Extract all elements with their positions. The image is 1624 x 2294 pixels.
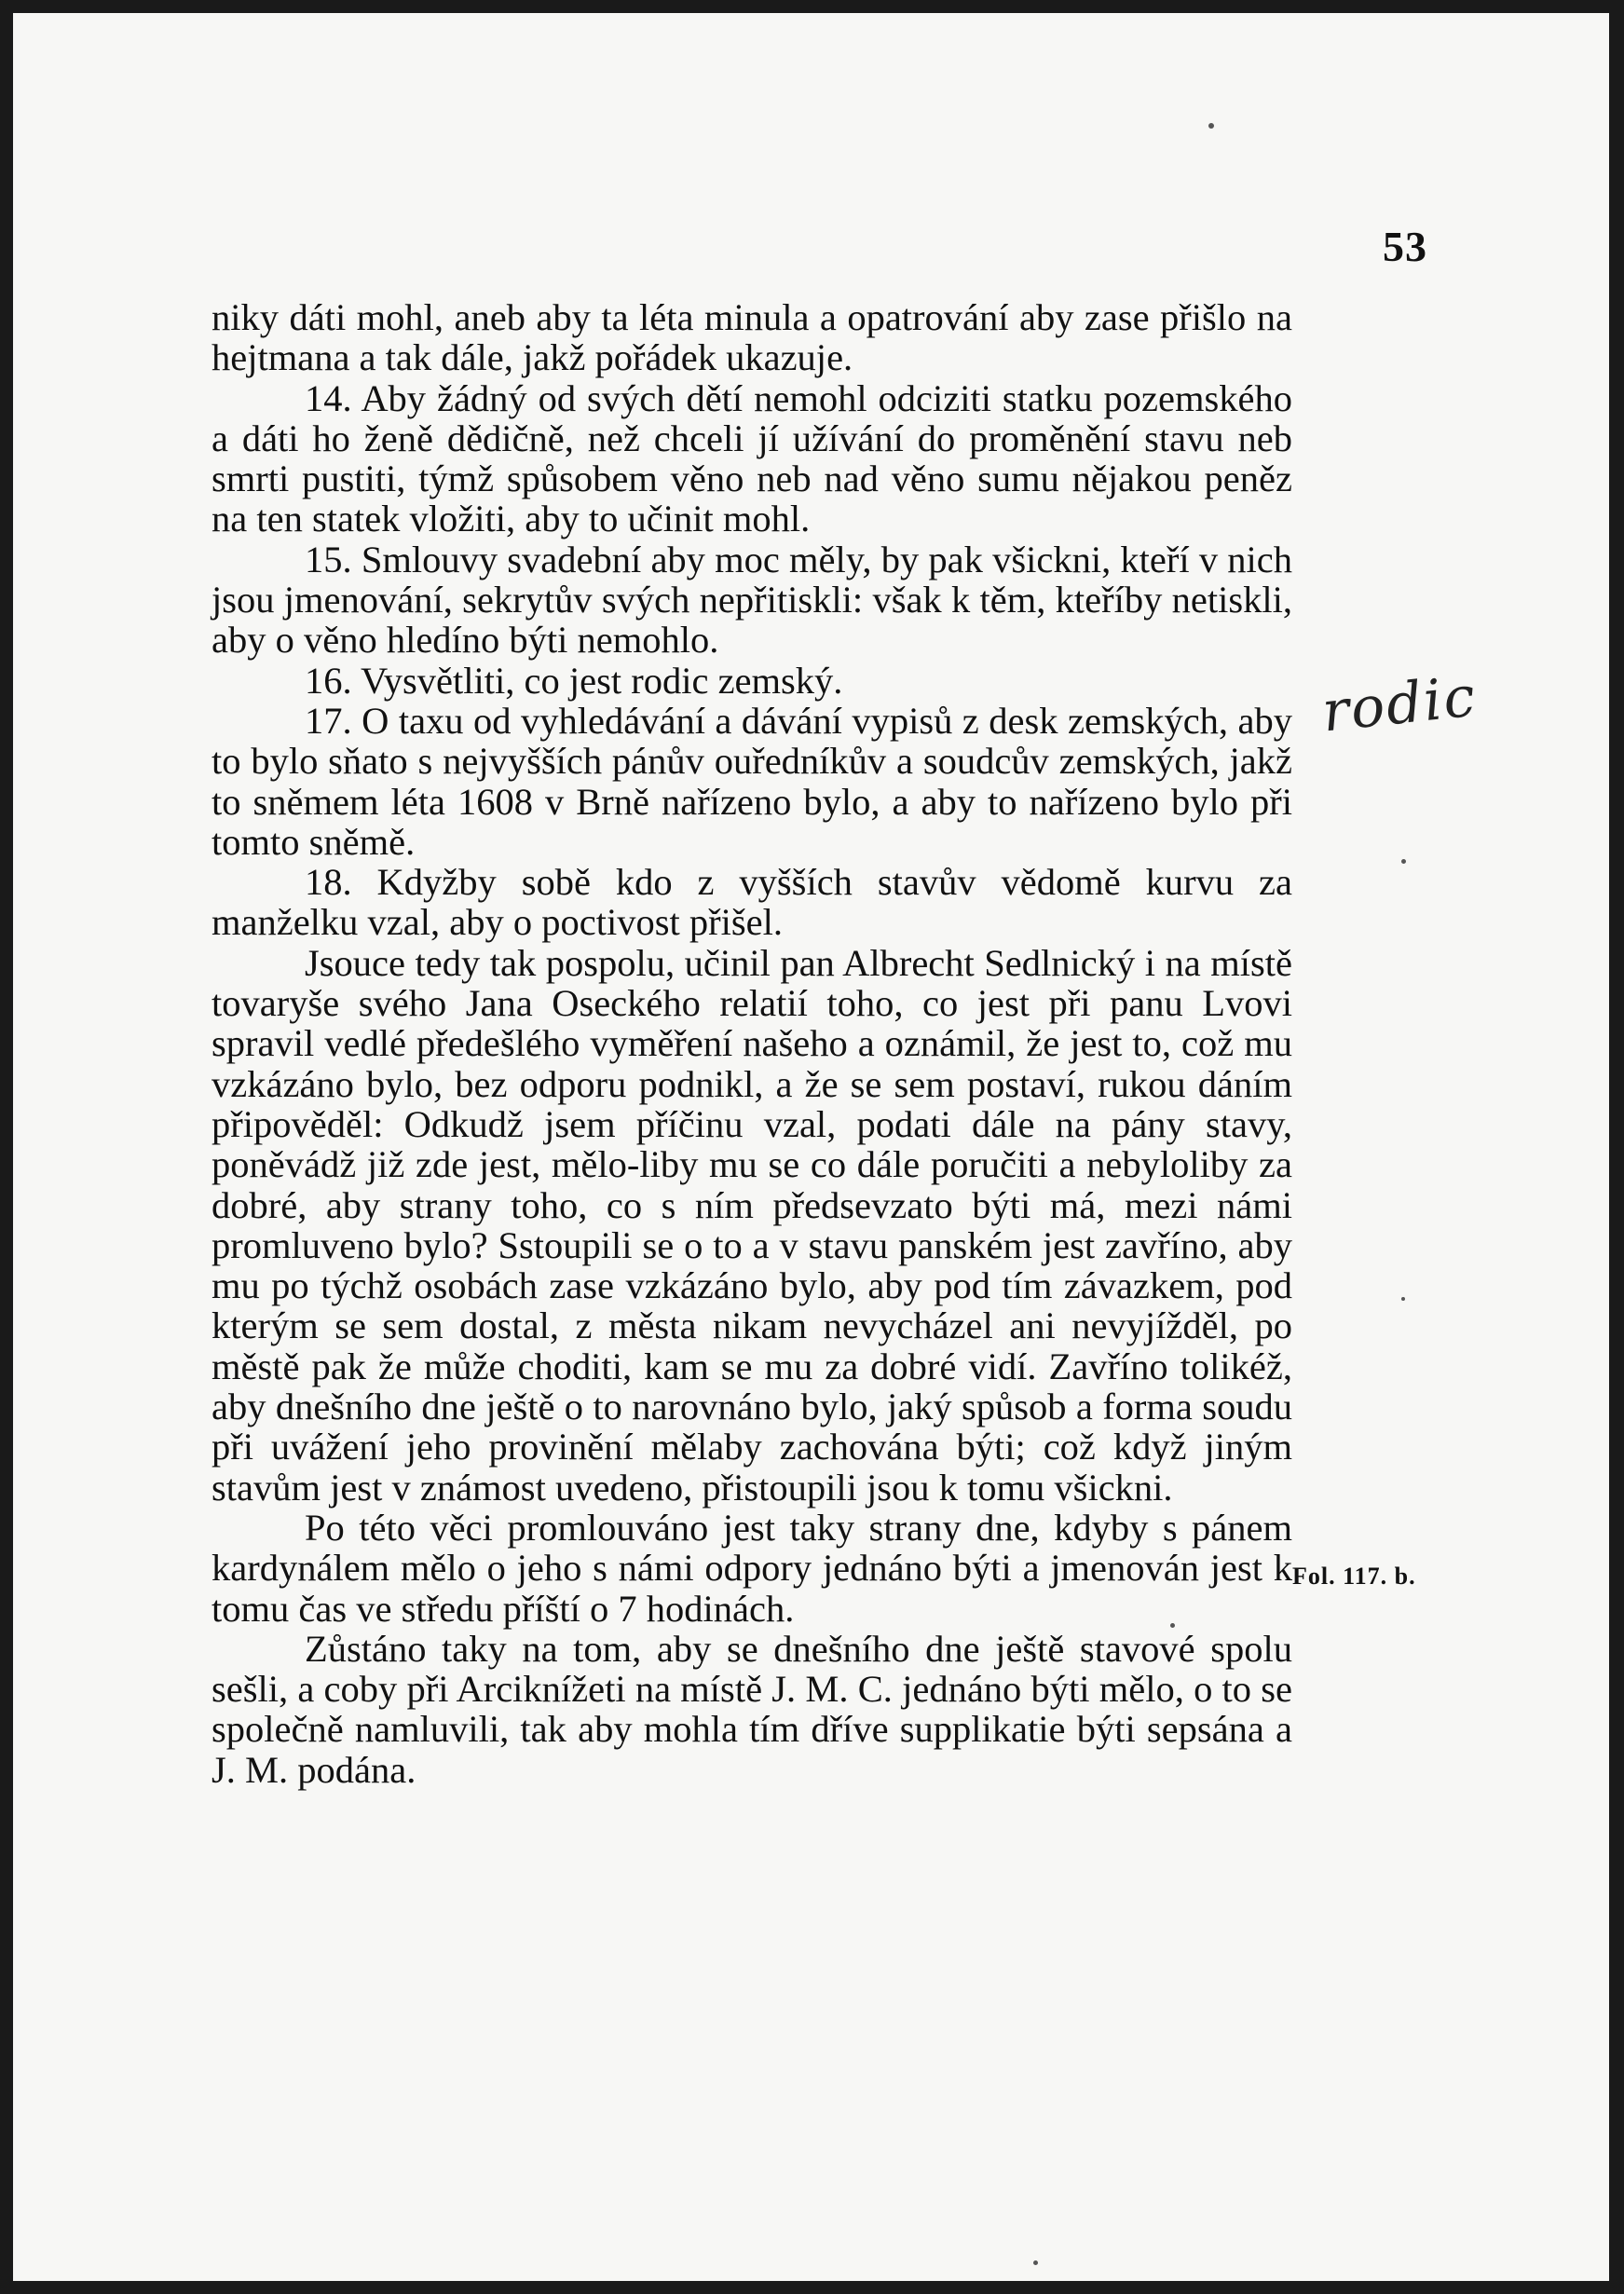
paragraph-item-16: 16. Vysvětliti, co jest rodic zemský.: [305, 659, 843, 702]
page-number: 53: [1383, 223, 1427, 270]
paragraph-relation: Jsouce tedy tak pospolu, učinil pan Albrecht Sedlnický i na místě tovaryše svého Jana Oseckého relatií toho, co jest při panu Lvovi spravil vedlé předešlého vyměření našeho a oznámil, že jest to, což mu vzkázáno bylo, bez odporu podnikl, a že se sem postaví, rukou dáním připověděl: Odkudž jsem příčinu vzal, podati dále na pány stavy, poněvádž již zde jest, mělo-liby mu se co dále poručiti a nebyloliby za dobré, aby strany toho, co s ním předsevzato býti má, mezi námi promluveno bylo? Sstoupili se o to a v stavu panském jest zavříno, aby mu po týchž osobách zase vzkázáno bylo, aby pod tím závazkem, pod kterým se sem dostal, z města nikam nevycházel ani nevyjížděl, po městě pak že může choditi, kam se mu za dobré vidí. Zavříno tolikéž, aby dnešního dne ještě o to narovnáno bylo, jaký spůsob a forma soudu při uvážení jeho provinění mělaby zachována býti; což když jiným stavům jest v známost uvedeno, přistoupili jsou k tomu všickni.: [212, 941, 1292, 1509]
paragraph-item-18: 18. Kdyžby sobě kdo z vyšších stavův vědomě kurvu za manželku vzal, aby o poctivost přišel.: [212, 861, 1292, 944]
handwritten-marginal-note: rodic: [1318, 663, 1481, 745]
document-page: [13, 13, 1609, 2281]
paragraph-item-17: 17. O taxu od vyhledávání a dávání vypisů z desk zemských, aby to bylo sňato s nejvyšších pánův ouředníkův a soudcův zemských, jakž to sněmem léta 1608 v Brně nařízeno bylo, a aby to nařízeno bylo při tomto sněmě.: [212, 699, 1292, 863]
folio-reference: Fol. 117. b.: [1292, 1563, 1416, 1590]
paragraph-continuation: niky dáti mohl, aneb aby ta léta minula a opatrování aby zase přišlo na hejtmana a tak dále, jakž pořádek ukazuje.: [212, 296, 1292, 379]
paragraph-cardinal: Po této věci promlouváno jest taky strany dne, kdyby s pánem kardynálem mělo o jeho s námi odpory jednáno býti a jmenován jest k tomu čas ve středu příští o 7 hodinách.: [212, 1506, 1292, 1630]
scan-speck: [1208, 123, 1214, 129]
body-text: [212, 297, 1292, 1790]
scan-speck: [1170, 1623, 1175, 1628]
paragraph-item-15: 15. Smlouvy svadební aby moc měly, by pak všickni, kteří v nich jsou jmenování, sekrytův svých nepřitiskli: však k těm, kteříby netiskli, aby o věno hledíno býti nemohlo.: [212, 538, 1292, 662]
scan-speck: [1401, 1297, 1405, 1301]
paragraph-item-14: 14. Aby žádný od svých dětí nemohl odciziti statku pozemského a dáti ho ženě dědičně, než chceli jí užívání do proměnění stavu neb smrti pustiti, týmž spůsobem věno neb nad věno sumu nějakou peněz na ten statek vložiti, aby to učinit mohl.: [212, 376, 1292, 540]
scan-speck: [1401, 859, 1406, 864]
scan-speck: [1033, 2260, 1038, 2265]
paragraph-estates: Zůstáno taky na tom, aby se dnešního dne ještě stavové spolu sešli, a coby při Arciknížeti na místě J. M. C. jednáno býti mělo, o to se společně namluvili, tak aby mohla tím dříve supplikatie býti sepsána a J. M. podána.: [212, 1627, 1292, 1791]
